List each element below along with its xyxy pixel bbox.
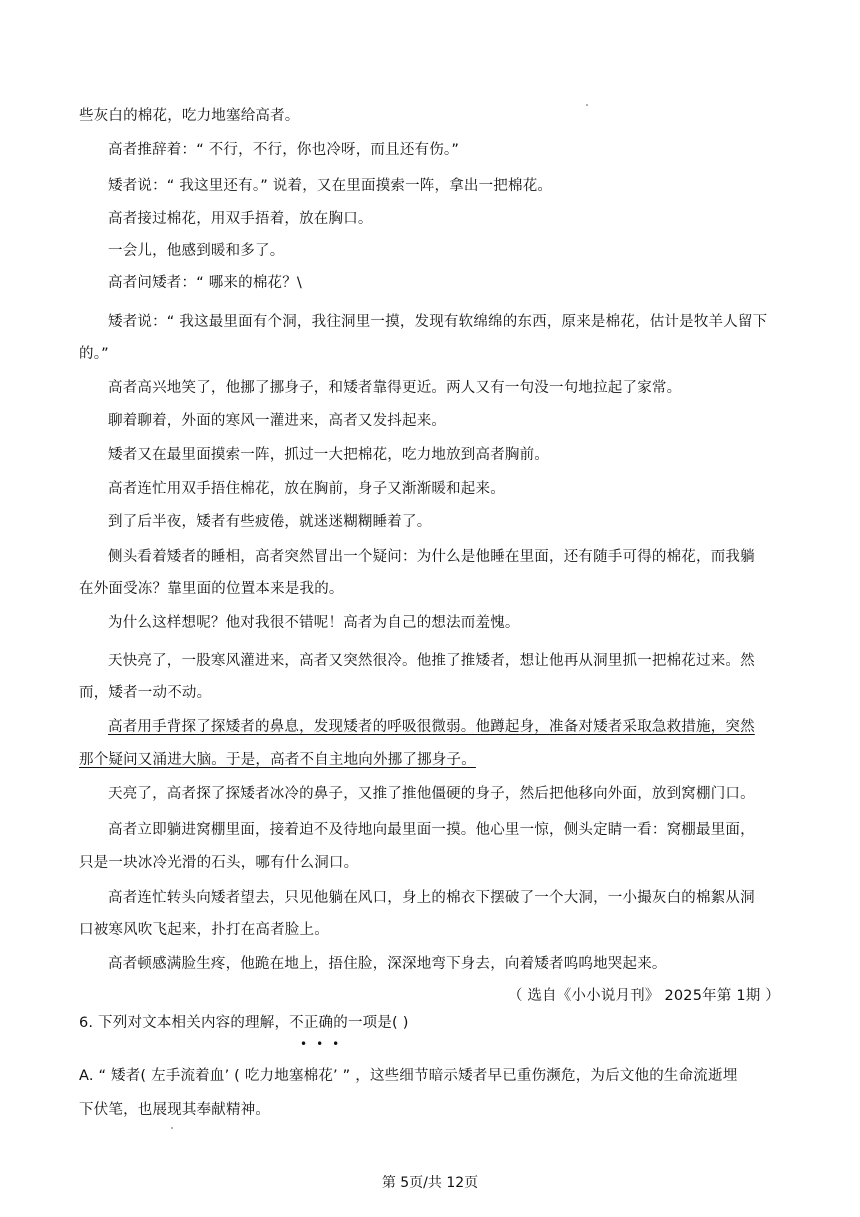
paragraph-line: 的。” xyxy=(79,346,109,362)
paragraph-line: 高者连忙用双手捂住棉花，放在胸前，身子又渐渐暖和起来。 xyxy=(108,481,505,497)
page-footer: 第 5页/共 12页 xyxy=(381,1175,479,1191)
paragraph-line: 到了后半夜，矮者有些疲倦，就迷迷糊糊睡着了。 xyxy=(108,514,432,530)
paragraph-line: 高者问矮者：“ 哪来的棉花？\ xyxy=(108,275,303,291)
paragraph-line: 高者立即躺进窝棚里面，接着迫不及待地向最里面一摸。他心里一惊，侧头定睛一看：窝棚最里面， xyxy=(108,822,755,838)
paragraph-line: 一会儿，他感到暖和多了。 xyxy=(108,243,285,259)
scan-speck xyxy=(586,104,588,106)
paragraph-line: 在外面受冻？靠里面的位置本来是我的。 xyxy=(79,581,344,597)
paragraph-line: 矮者说：“ 我这最里面有个洞，我往洞里一摸，发现有软绵绵的东西，原来是棉花，估计是牧羊人留下 xyxy=(108,314,768,330)
paragraph-line: 而，矮者一动不动。 xyxy=(79,685,212,701)
source-citation: （ 选自《小小说月刊》 2025年第 1期 ） xyxy=(507,988,780,1004)
underlined-line: 那个疑问又涌进大脑。于是，高者不自主地向外挪了挪身子。 xyxy=(79,752,476,768)
question-6: 6. 下列对文本相关内容的理解，不正确的一项是( ) xyxy=(79,1015,409,1031)
paragraph-line: 天亮了，高者探了探矮者冰冷的鼻子，又推了推他僵硬的身子，然后把他移向外面，放到窝棚门口。 xyxy=(108,786,755,802)
paragraph-line: 些灰白的棉花，吃力地塞给高者。 xyxy=(79,108,300,124)
underlined-line: 高者用手背探了探矮者的鼻息，发现矮者的呼吸很微弱。他蹲起身，准备对矮者采取急救措施，突然 xyxy=(108,719,755,735)
paragraph-line: 聊着聊着，外面的寒风一灌进来，高者又发抖起来。 xyxy=(108,413,447,429)
paragraph-line: 为什么这样想呢？他对我很不错呢！高者为自己的想法而羞愧。 xyxy=(108,615,520,631)
paragraph-line: 矮者又在最里面摸索一阵，抓过一大把棉花，吃力地放到高者胸前。 xyxy=(108,447,549,463)
paragraph-line: 高者高兴地笑了，他挪了挪身子，和矮者靠得更近。两人又有一句没一句地拉起了家常。 xyxy=(108,380,682,396)
paragraph-line: 侧头看着矮者的睡相，高者突然冒出一个疑问：为什么是他睡在里面，还有随手可得的棉花，而我躺 xyxy=(108,549,755,565)
scan-speck xyxy=(171,1127,173,1129)
option-a-line: 下伏笔，也展现其奉献精神。 xyxy=(79,1102,271,1118)
paragraph-line: 高者接过棉花，用双手捂着，放在胸口。 xyxy=(108,211,373,227)
emphasis-dots: ••• xyxy=(300,1037,349,1051)
paragraph-line: 口被寒风吹飞起来，扑打在高者脸上。 xyxy=(79,922,329,938)
paragraph-line: 高者连忙转头向矮者望去，只见他躺在风口，身上的棉衣下摆破了一个大洞，一小撮灰白的棉絮从洞 xyxy=(108,890,755,906)
paragraph-line: 只是一块冰冷光滑的石头，哪有什么洞口。 xyxy=(79,855,359,871)
paragraph-line: 矮者说：“ 我这里还有。” 说着，又在里面摸索一阵，拿出一把棉花。 xyxy=(108,178,553,194)
option-a-line: A. “ 矮者( 左手流着血’ ( 吃力地塞棉花’ ” ，这些细节暗示矮者早已重伤濒危，为后文他的生命流逝埋 xyxy=(79,1068,738,1084)
paragraph-line: 高者推辞着：“ 不行，不行，你也冷呀，而且还有伤。” xyxy=(108,142,460,158)
paragraph-line: 高者顿感满脸生疼，他跪在地上，捂住脸，深深地弯下身去，向着矮者呜呜地哭起来。 xyxy=(108,956,667,972)
paragraph-line: 天快亮了，一股寒风灌进来，高者又突然很冷。他推了推矮者，想让他再从洞里抓一把棉花过来。然 xyxy=(108,653,755,669)
